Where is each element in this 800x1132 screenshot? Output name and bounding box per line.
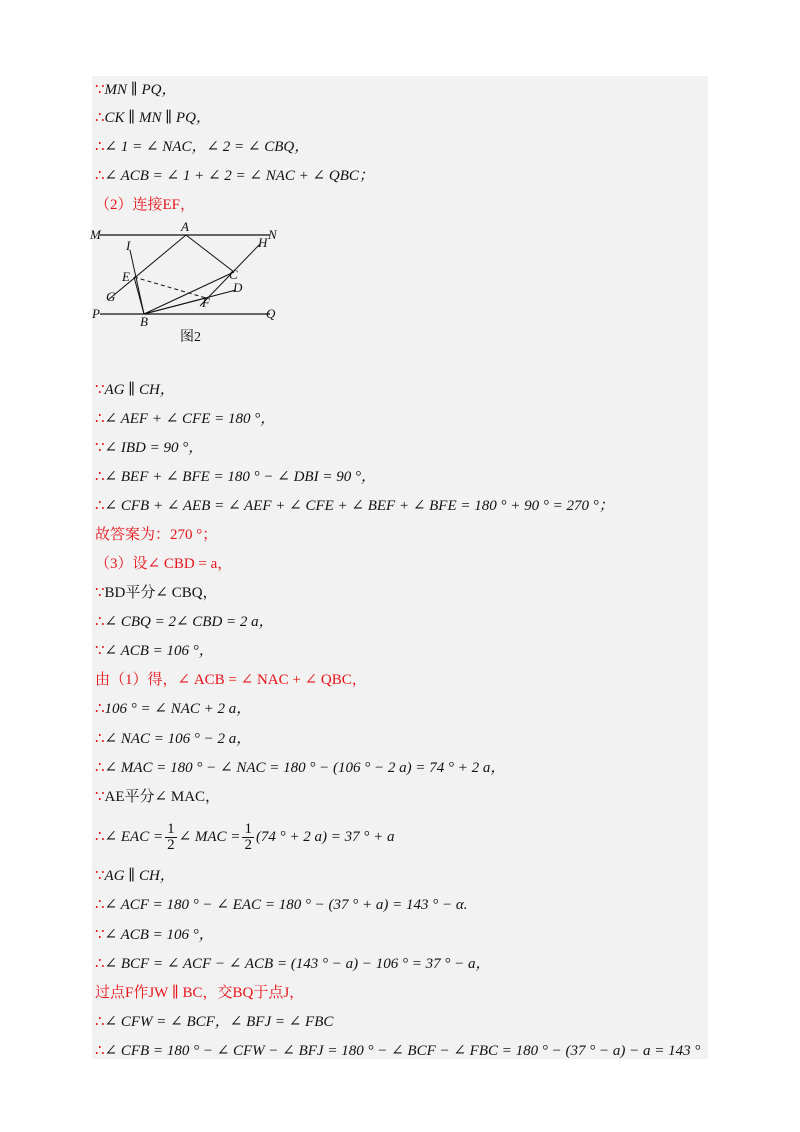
line-text: （3）设∠ CBD = a， bbox=[95, 556, 233, 572]
label-d: D bbox=[233, 280, 243, 295]
solution-line bbox=[95, 1041, 700, 1061]
line-ac bbox=[186, 235, 234, 272]
line-text: AG ∥ CH， bbox=[104, 868, 175, 884]
line-text: 106 ° = ∠ NAC + 2 a， bbox=[104, 701, 252, 717]
fraction-mid-text: ∠ MAC = bbox=[178, 828, 241, 845]
line-text: ∠ NAC = 106 ° − 2 a， bbox=[104, 731, 252, 747]
logic-symbol: ∵ bbox=[95, 440, 105, 456]
solution-line bbox=[95, 108, 211, 128]
solution-line bbox=[95, 641, 214, 661]
fraction-half bbox=[165, 822, 177, 853]
solution-line bbox=[95, 787, 220, 807]
label-c: C bbox=[229, 267, 238, 282]
fraction-numerator: 1 bbox=[244, 821, 252, 837]
solution-line bbox=[95, 195, 195, 215]
label-g: G bbox=[106, 289, 116, 304]
solution-line bbox=[95, 699, 251, 719]
figure-caption: 图2 bbox=[180, 330, 201, 345]
line-eb bbox=[134, 277, 144, 314]
logic-symbol: ∵ bbox=[95, 868, 105, 884]
line-text: 故答案为：270 °； bbox=[95, 527, 218, 543]
label-n: N bbox=[268, 227, 277, 242]
solution-line bbox=[95, 166, 374, 186]
solution-line bbox=[95, 137, 309, 157]
line-ag bbox=[108, 235, 186, 300]
line-text: ∠ ACB = ∠ 1 + ∠ 2 = ∠ NAC + ∠ QBC； bbox=[104, 168, 374, 184]
label-e: E bbox=[122, 269, 130, 284]
logic-symbol: ∵ bbox=[95, 382, 105, 398]
solution-line bbox=[95, 895, 468, 915]
solution-line bbox=[95, 729, 251, 749]
fraction-numerator: 1 bbox=[167, 821, 175, 837]
line-text: ∠ CFB = 180 ° − ∠ CFW − ∠ BFJ = 180 ° − ∠ BCF − ∠ FBC = 180 ° − (37 ° − a) − a = 143 ° bbox=[104, 1043, 701, 1059]
fraction-tail-text: (74 ° + 2 a) = 37 ° + a bbox=[255, 828, 395, 845]
logic-symbol: ∴ bbox=[95, 110, 105, 126]
logic-symbol: ∴ bbox=[95, 1043, 105, 1059]
line-text: ∠ ACF = 180 ° − ∠ EAC = 180 ° − (37 ° + a) = 143 ° − α. bbox=[104, 897, 468, 913]
solution-line bbox=[95, 583, 218, 603]
line-ef bbox=[134, 277, 206, 298]
logic-symbol: ∴ bbox=[95, 411, 105, 427]
line-text: ∠ CFB + ∠ AEB = ∠ AEF + ∠ CFE + ∠ BEF + ∠ BFE = 180 ° + 90 ° = 270 °； bbox=[104, 498, 614, 514]
line-text: ∠ 1 = ∠ NAC，∠ 2 = ∠ CBQ， bbox=[104, 139, 310, 155]
label-q: Q bbox=[266, 306, 276, 321]
logic-symbol: ∴ bbox=[95, 701, 105, 717]
solution-line bbox=[95, 670, 367, 690]
line-text: CK ∥ MN ∥ PQ， bbox=[104, 110, 211, 126]
line-text: MN ∥ PQ， bbox=[104, 82, 177, 98]
solution-line bbox=[95, 80, 176, 100]
logic-symbol: ∴ bbox=[95, 897, 105, 913]
line-text: ∠ CFW = ∠ BCF，∠ BFJ = ∠ FBC bbox=[104, 1014, 334, 1030]
line-text: ∠ ACB = 106 °， bbox=[104, 643, 214, 659]
solution-line bbox=[95, 496, 614, 516]
logic-symbol: ∴ bbox=[95, 1014, 105, 1030]
logic-symbol: ∴ bbox=[95, 731, 105, 747]
line-text: ∠ AEF + ∠ CFE = 180 °， bbox=[104, 411, 276, 427]
solution-line bbox=[95, 554, 232, 574]
logic-symbol: ∴ bbox=[95, 614, 105, 630]
line-text: ∠ CBQ = 2∠ CBD = 2 a， bbox=[104, 614, 274, 630]
line-text: ∠ ACB = 106 °， bbox=[104, 927, 214, 943]
label-m: M bbox=[90, 227, 101, 242]
solution-line bbox=[95, 409, 275, 429]
logic-symbol: ∵ bbox=[95, 585, 105, 601]
logic-symbol: ∴ bbox=[95, 760, 105, 776]
label-f: F bbox=[202, 295, 210, 310]
solution-line bbox=[95, 525, 217, 545]
fraction-denominator: 2 bbox=[167, 837, 175, 853]
line-text: AE平分∠ MAC， bbox=[104, 789, 221, 805]
logic-symbol: ∴ bbox=[95, 139, 105, 155]
label-a: A bbox=[181, 220, 189, 234]
solution-line bbox=[95, 983, 304, 1003]
line-bf bbox=[144, 298, 206, 314]
solution-line bbox=[95, 925, 214, 945]
geometry-figure-2 bbox=[88, 220, 288, 350]
logic-symbol: ∴ bbox=[95, 168, 105, 184]
logic-symbol: ∵ bbox=[95, 82, 105, 98]
line-text: （2）连接EF， bbox=[95, 197, 196, 213]
label-p: P bbox=[92, 306, 100, 321]
logic-symbol: ∵ bbox=[95, 643, 105, 659]
solution-line bbox=[95, 1012, 333, 1032]
fraction-half bbox=[242, 822, 254, 853]
line-text: ∠ BCF = ∠ ACF − ∠ ACB = (143 ° − a) − 106 ° = 37 ° − a， bbox=[104, 956, 491, 972]
logic-symbol: ∵ bbox=[95, 789, 105, 805]
line-text: ∠ MAC = 180 ° − ∠ NAC = 180 ° − (106 ° − 2 a) = 74 ° + 2 a， bbox=[104, 760, 506, 776]
logic-symbol: ∴ bbox=[95, 828, 105, 845]
solution-line bbox=[95, 866, 175, 886]
line-text: ∠ EAC = bbox=[104, 828, 164, 845]
line-text: 由（1）得，∠ ACB = ∠ NAC + ∠ QBC， bbox=[95, 672, 367, 688]
solution-line bbox=[95, 438, 203, 458]
solution-line bbox=[95, 822, 395, 853]
solution-line bbox=[95, 380, 175, 400]
line-text: AG ∥ CH， bbox=[104, 382, 175, 398]
line-text: 过点F作JW ∥ BC，交BQ于点J， bbox=[95, 985, 305, 1001]
line-text: ∠ BEF + ∠ BFE = 180 ° − ∠ DBI = 90 °， bbox=[104, 469, 376, 485]
solution-line bbox=[95, 758, 505, 778]
solution-line bbox=[95, 612, 274, 632]
line-text: ∠ IBD = 90 °， bbox=[104, 440, 204, 456]
line-text: BD平分∠ CBQ， bbox=[104, 585, 218, 601]
label-h: H bbox=[258, 235, 268, 250]
label-i: I bbox=[126, 238, 131, 253]
solution-line bbox=[95, 954, 491, 974]
logic-symbol: ∴ bbox=[95, 469, 105, 485]
logic-symbol: ∴ bbox=[95, 498, 105, 514]
logic-symbol: ∴ bbox=[95, 956, 105, 972]
logic-symbol: ∵ bbox=[95, 927, 105, 943]
fraction-denominator: 2 bbox=[244, 837, 252, 853]
label-b: B bbox=[140, 314, 148, 329]
solution-line bbox=[95, 467, 376, 487]
